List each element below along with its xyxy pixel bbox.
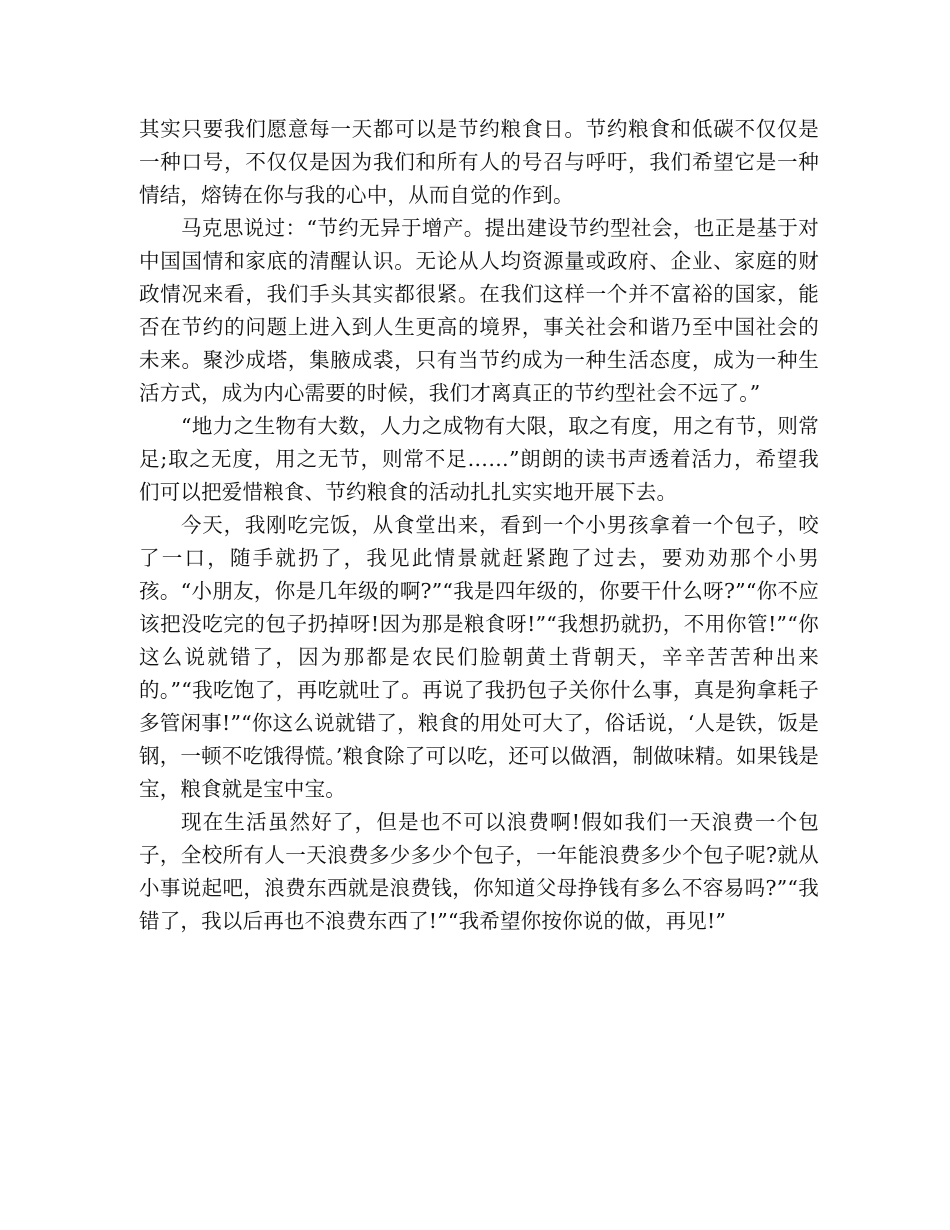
document-body	[139, 113, 819, 938]
paragraph-1: 其实只要我们愿意每一天都可以是节约粮食日。节约粮食和低碳不仅仅是一种口号，不仅仅是因为我们和所有人的号召与呼吁，我们希望它是一种情结，熔铸在你与我的心中，从而自觉的作到。	[139, 117, 819, 207]
paragraph-3: “地力之生物有大数，人力之成物有大限，取之有度，用之有节，则常足;取之无度，用之无节，则常不足……”朗朗的读书声透着活力，希望我们可以把爱惜粮食、节约粮食的活动扎扎实实地开展下去。	[139, 414, 819, 504]
paragraph-2: 马克思说过：“节约无异于增产。提出建设节约型社会，也正是基于对中国国情和家底的清醒认识。无论从人均资源量或政府、企业、家庭的财政情况来看，我们手头其实都很紧。在我们这样一个并不富裕的国家，能否在节约的问题上进入到人生更高的境界，事关社会和谐乃至中国社会的未来。聚沙成塔，集腋成裘，只有当节约成为一种生活态度，成为一种生活方式，成为内心需要的时候，我们才离真正的节约型社会不远了。”	[139, 216, 819, 405]
paragraph-5: 现在生活虽然好了，但是也不可以浪费啊!假如我们一天浪费一个包子，全校所有人一天浪费多少多少个包子，一年能浪费多少个包子呢?就从小事说起吧，浪费东西就是浪费钱，你知道父母挣钱有多么不容易吗?”“我错了，我以后再也不浪费东西了!”“我希望你按你说的做，再见!”	[139, 810, 819, 933]
paragraph-4: 今天，我刚吃完饭，从食堂出来，看到一个小男孩拿着一个包子，咬了一口，随手就扔了，我见此情景就赶紧跑了过去，要劝劝那个小男孩。“小朋友，你是几年级的啊?”“我是四年级的，你要干什么呀?”“你不应该把没吃完的包子扔掉呀!因为那是粮食呀!”“我想扔就扔，不用你管!”“你这么说就错了，因为那都是农民们脸朝黄土背朝天，辛辛苦苦种出来的。”“我吃饱了，再吃就吐了。再说了我扔包子关你什么事，真是狗拿耗子多管闲事!”“你这么说就错了，粮食的用处可大了，俗话说，‘人是铁，饭是钢，一顿不吃饿得慌。’粮食除了可以吃，还可以做酒，制做味精。如果钱是宝，粮食就是宝中宝。	[139, 513, 819, 801]
